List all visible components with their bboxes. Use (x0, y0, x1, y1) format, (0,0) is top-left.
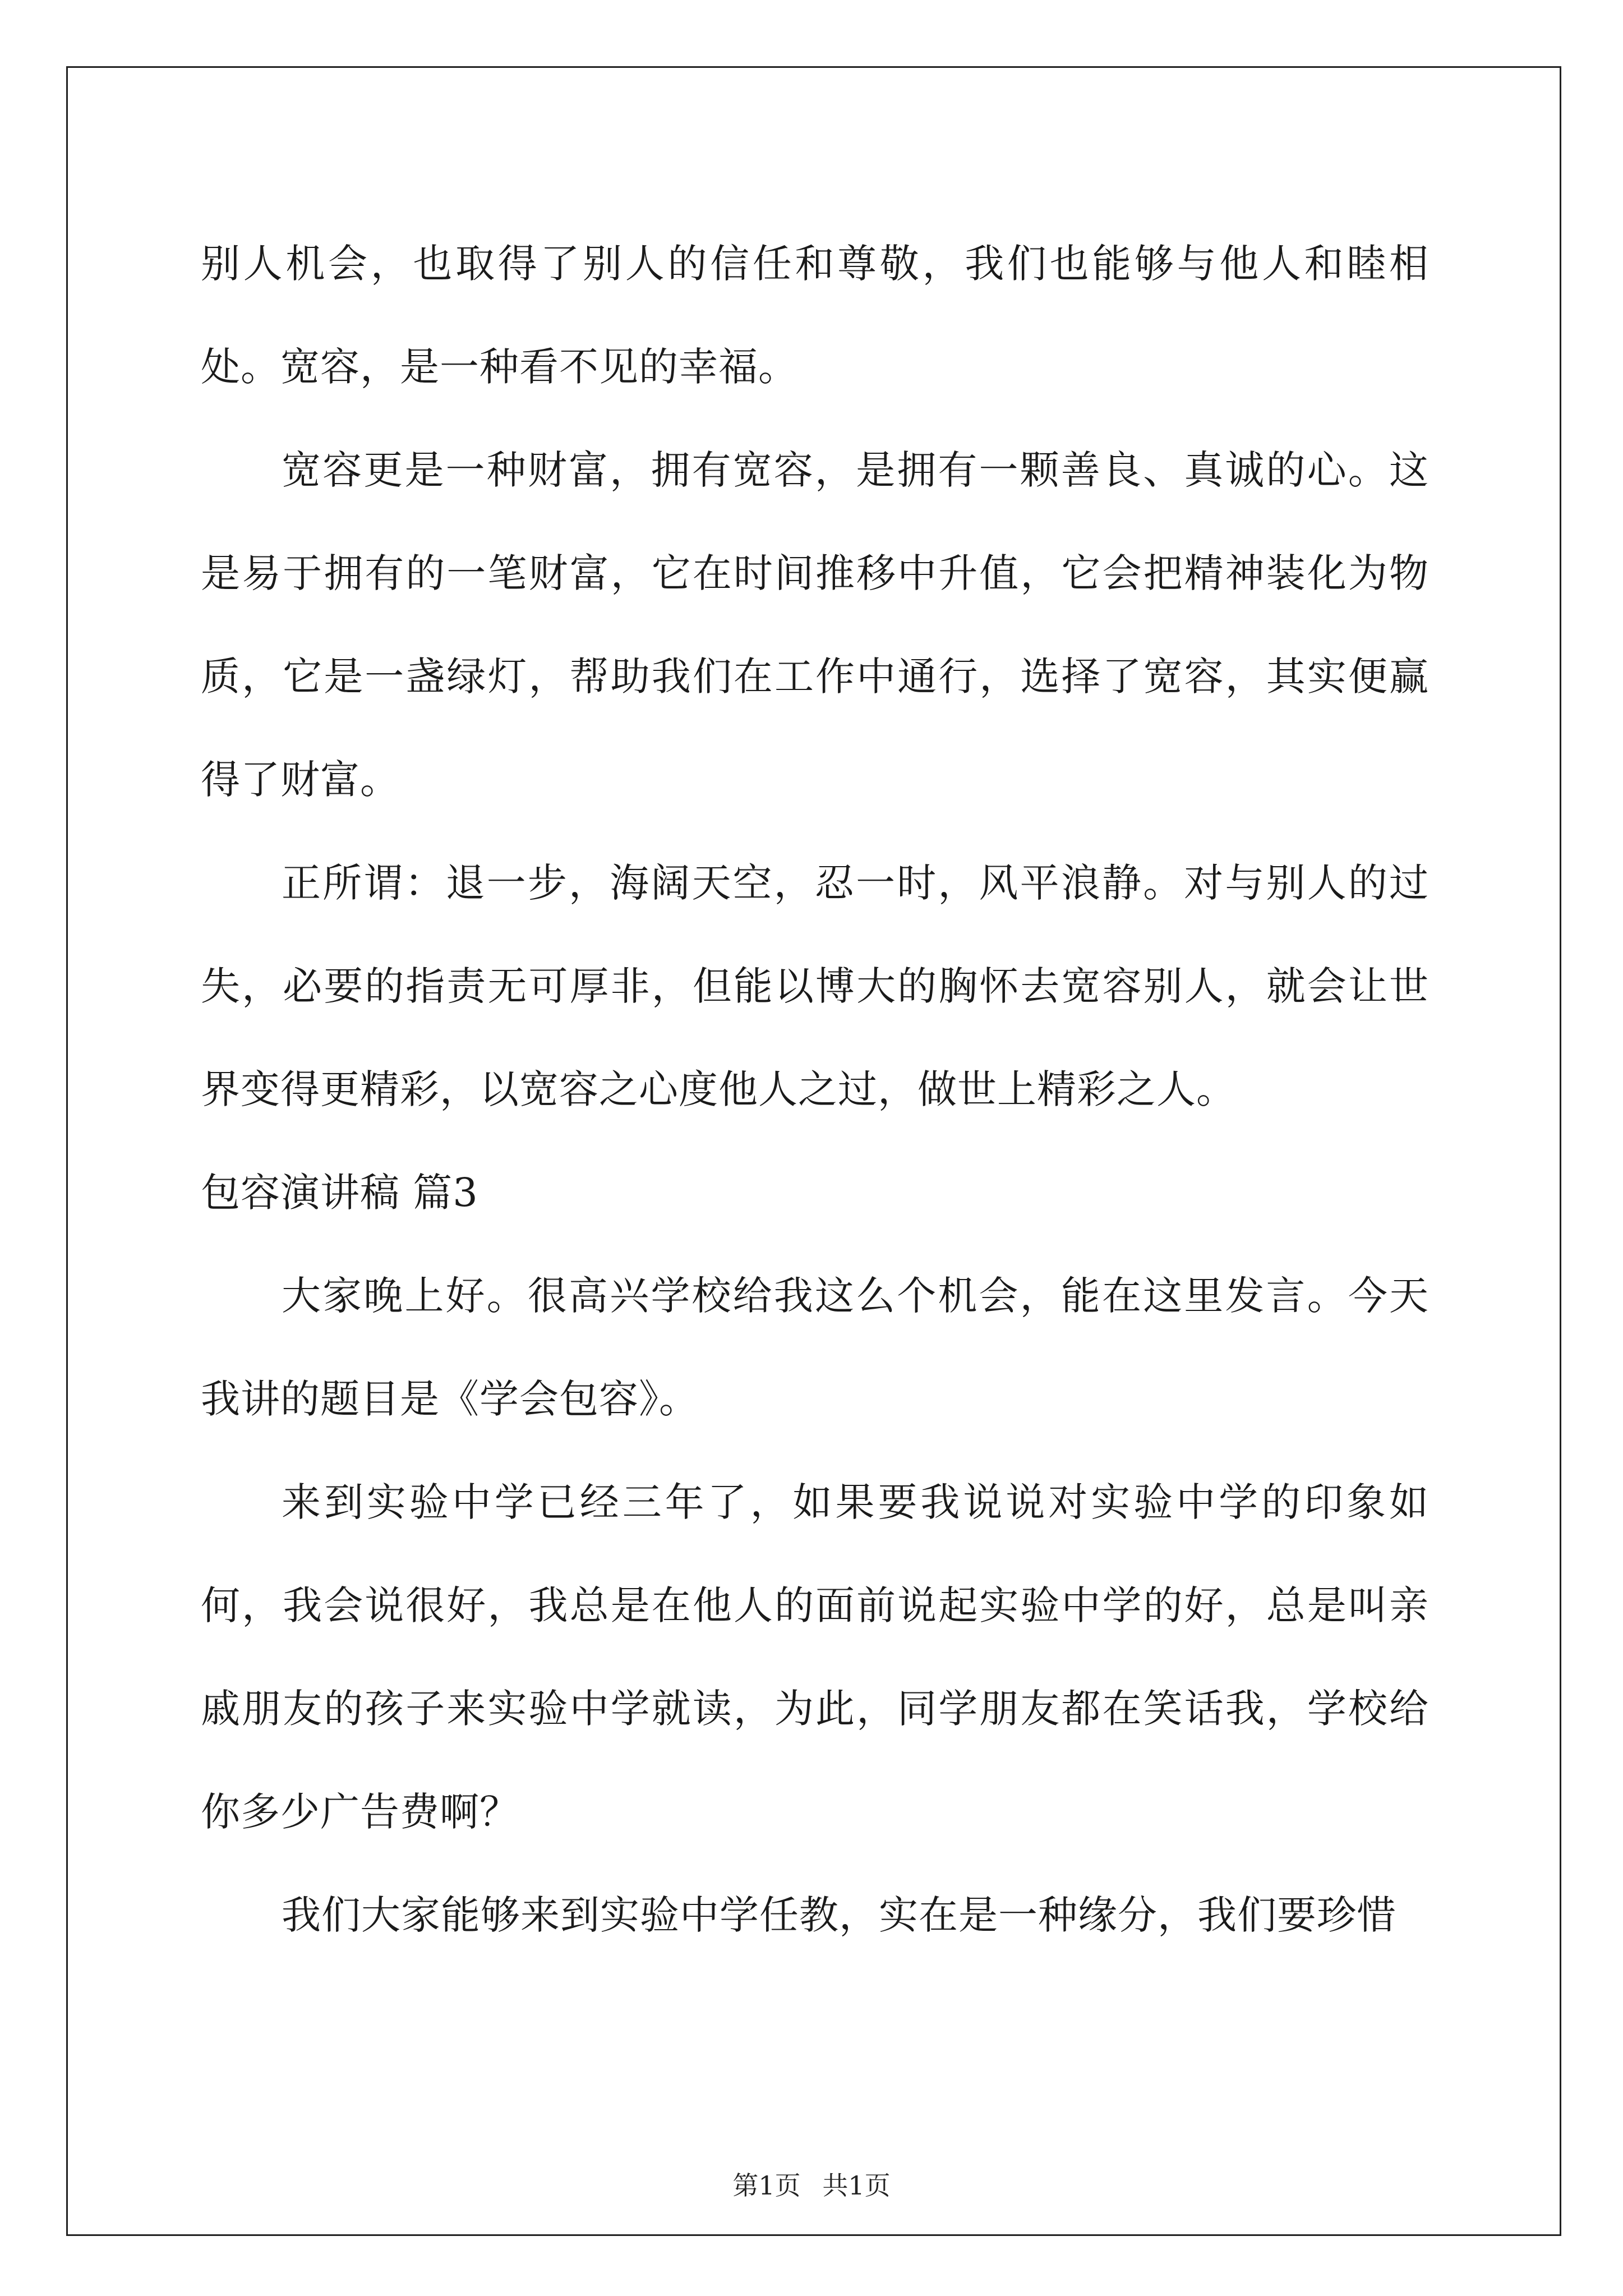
page-total: 共1页 (822, 2170, 891, 2201)
page-footer (0, 2169, 1623, 2202)
paragraph: 别人机会，也取得了别人的信任和尊敬，我们也能够与他人和睦相处。宽容，是一种看不见的幸福。 (201, 241, 1429, 390)
paragraph: 我们大家能够来到实验中学任教，实在是一种缘分，我们要珍惜 (282, 1892, 1396, 1938)
section-heading: 包容演讲稿 篇3 (201, 1170, 478, 1216)
document-body (201, 212, 1429, 1967)
paragraph: 正所谓：退一步，海阔天空，忍一时，风平浪静。对与别人的过失，必要的指责无可厚非，但能以博大的胸怀去宽容别人，就会让世界变得更精彩，以宽容之心度他人之过，做世上精彩之人。 (201, 860, 1429, 1112)
paragraph: 宽容更是一种财富，拥有宽容，是拥有一颗善良、真诚的心。这是易于拥有的一笔财富，它在时间推移中升值，它会把精神装化为物质，它是一盏绿灯，帮助我们在工作中通行，选择了宽容，其实便赢得了财富。 (201, 447, 1429, 803)
paragraph: 来到实验中学已经三年了，如果要我说说对实验中学的印象如何，我会说很好，我总是在他人的面前说起实验中学的好，总是叫亲戚朋友的孩子来实验中学就读，为此，同学朋友都在笑话我，学校给你多少广告费啊？ (201, 1479, 1429, 1835)
page-number: 第1页 (732, 2170, 801, 2201)
paragraph: 大家晚上好。很高兴学校给我这么个机会，能在这里发言。今天我讲的题目是《学会包容》。 (201, 1273, 1429, 1422)
